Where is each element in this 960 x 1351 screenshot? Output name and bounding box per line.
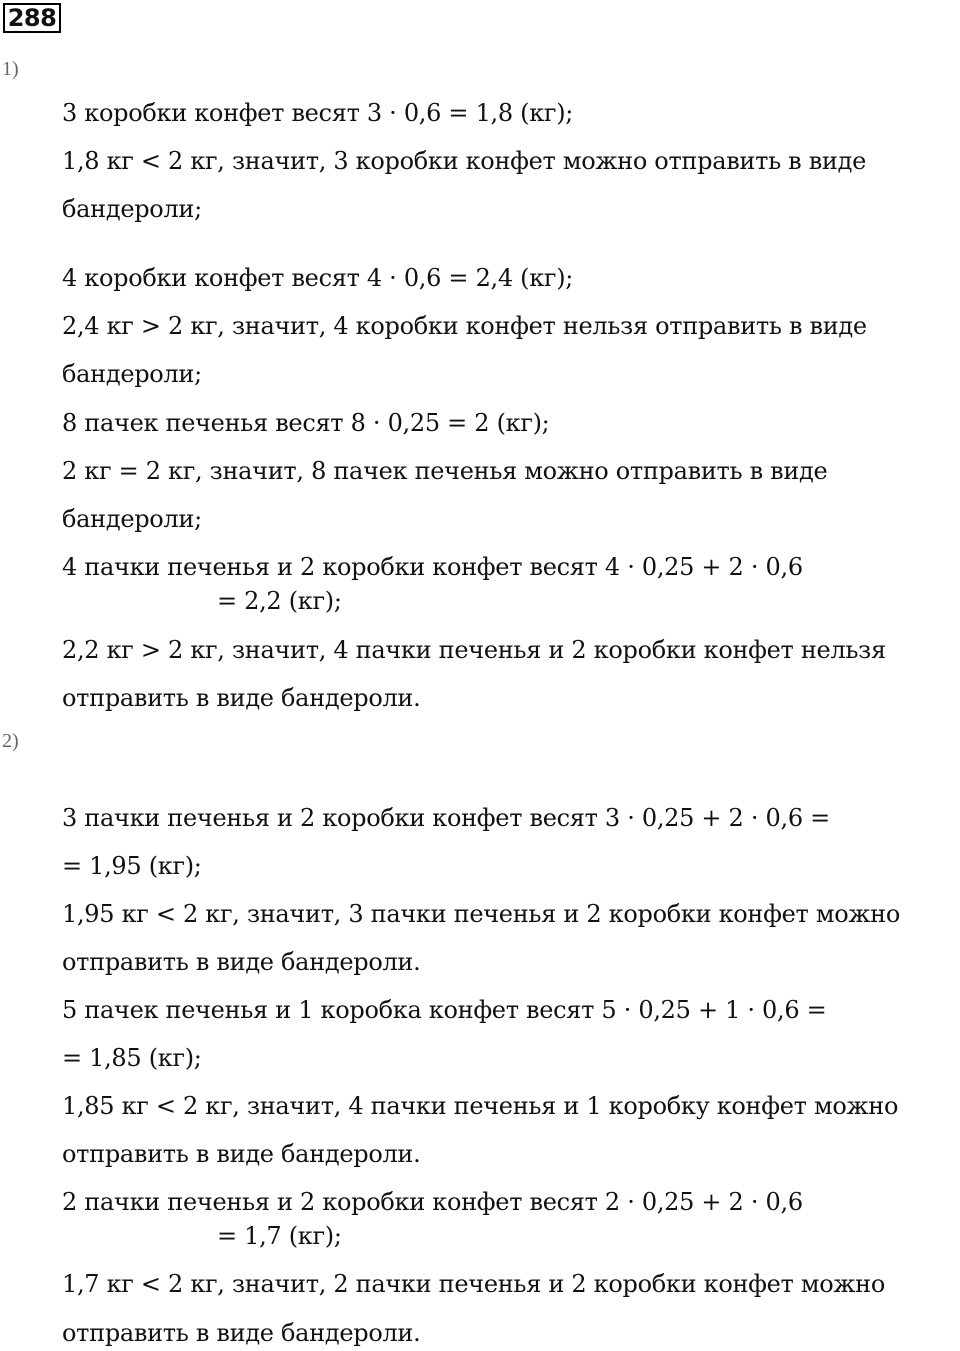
solution-line: бандероли; [62, 195, 202, 223]
solution-line: 5 пачек печенья и 1 коробка конфет весят 5 · 0,25 + 1 · 0,6 = [62, 996, 827, 1024]
part-1-label: 1) [2, 58, 19, 80]
solution-line: 2,4 кг > 2 кг, значит, 4 коробки конфет нельзя отправить в виде [62, 312, 867, 340]
solution-line: отправить в виде бандероли. [62, 1319, 421, 1347]
part-2-label: 2) [2, 730, 19, 752]
solution-line: 2,2 кг > 2 кг, значит, 4 пачки печенья и 2 коробки конфет нельзя [62, 636, 886, 664]
solution-line-continuation: = 1,7 (кг); [217, 1222, 342, 1250]
solution-line: 1,95 кг < 2 кг, значит, 3 пачки печенья и 2 коробки конфет можно [62, 900, 900, 928]
task-number-badge: 288 [3, 3, 61, 33]
solution-line: отправить в виде бандероли. [62, 948, 421, 976]
solution-line: бандероли; [62, 505, 202, 533]
solution-line: 8 пачек печенья весят 8 · 0,25 = 2 (кг); [62, 409, 550, 437]
solution-line: = 1,85 (кг); [62, 1044, 202, 1072]
solution-line: = 1,95 (кг); [62, 852, 202, 880]
solution-line: 1,85 кг < 2 кг, значит, 4 пачки печенья и 1 коробку конфет можно [62, 1092, 899, 1120]
solution-line: 4 коробки конфет весят 4 · 0,6 = 2,4 (кг); [62, 264, 574, 292]
solution-line: 2 пачки печенья и 2 коробки конфет весят 2 · 0,25 + 2 · 0,6 [62, 1188, 803, 1216]
solution-line: бандероли; [62, 360, 202, 388]
solution-line: отправить в виде бандероли. [62, 684, 421, 712]
solution-line: 4 пачки печенья и 2 коробки конфет весят 4 · 0,25 + 2 · 0,6 [62, 553, 803, 581]
solution-line: 1,8 кг < 2 кг, значит, 3 коробки конфет можно отправить в виде [62, 147, 867, 175]
solution-line: 3 коробки конфет весят 3 · 0,6 = 1,8 (кг); [62, 99, 574, 127]
solution-line: 1,7 кг < 2 кг, значит, 2 пачки печенья и 2 коробки конфет можно [62, 1270, 885, 1298]
solution-line: отправить в виде бандероли. [62, 1140, 421, 1168]
solution-line-continuation: = 2,2 (кг); [217, 587, 342, 615]
solution-line: 3 пачки печенья и 2 коробки конфет весят 3 · 0,25 + 2 · 0,6 = [62, 804, 830, 832]
solution-line: 2 кг = 2 кг, значит, 8 пачек печенья можно отправить в виде [62, 457, 828, 485]
